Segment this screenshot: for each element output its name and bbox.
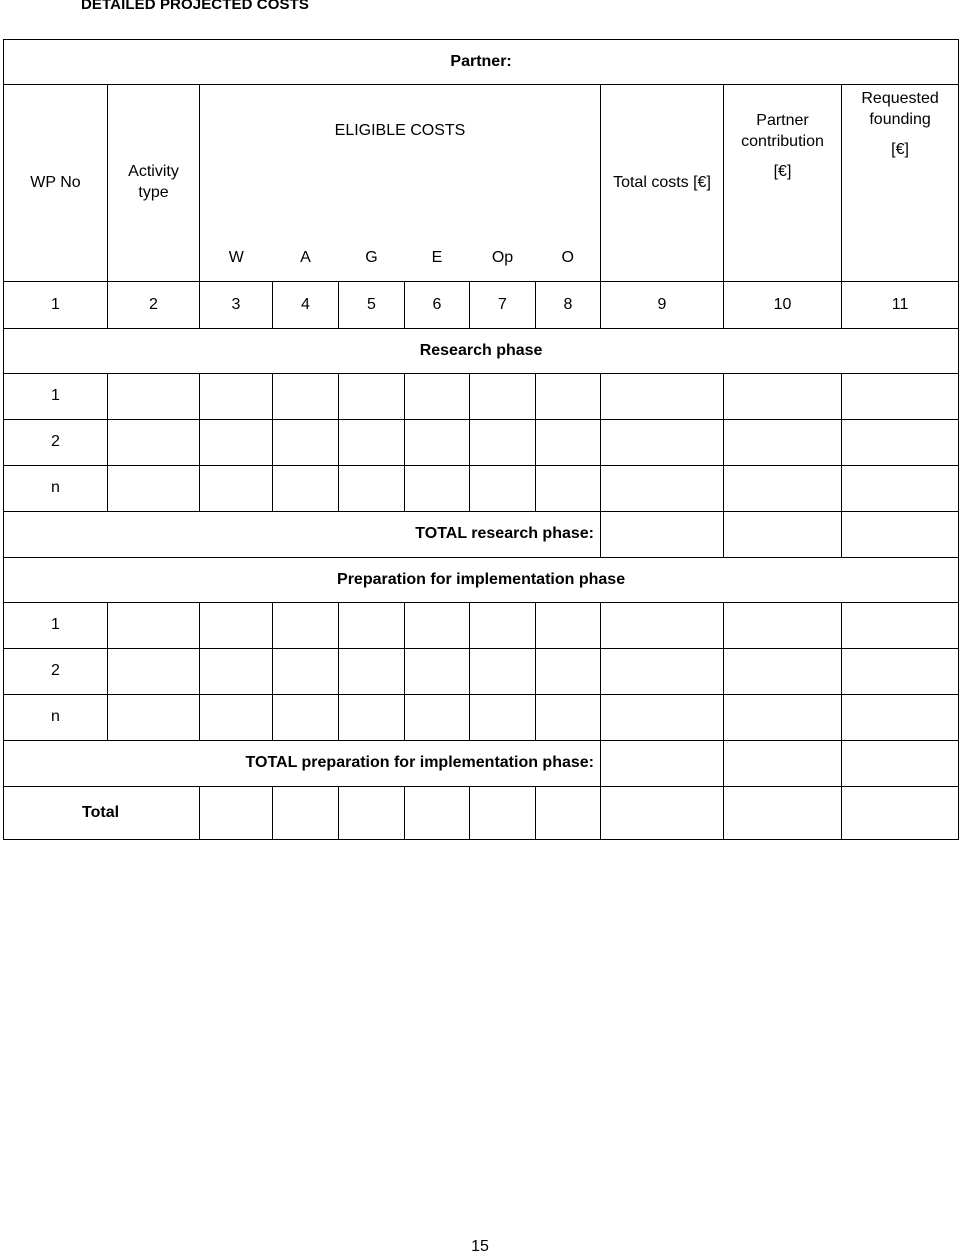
cell-op[interactable] — [470, 420, 536, 466]
cell-op[interactable] — [470, 649, 536, 695]
eligible-sub-op: Op — [470, 235, 536, 282]
cell-requested-founding[interactable] — [842, 420, 959, 466]
cell-partner-contribution[interactable] — [724, 420, 842, 466]
cell-activity-type[interactable] — [108, 466, 200, 512]
section-total-row-research — [4, 512, 959, 558]
cell-total-costs[interactable] — [601, 787, 724, 840]
cell-e[interactable] — [405, 649, 470, 695]
cell-o[interactable] — [536, 420, 601, 466]
cell-activity-type[interactable] — [108, 695, 200, 741]
eligible-sub-o: O — [536, 235, 601, 282]
cell-w[interactable] — [200, 603, 273, 649]
cell-g[interactable] — [339, 420, 405, 466]
cell-op[interactable] — [470, 787, 536, 840]
column-number: 11 — [842, 282, 959, 329]
column-number: 6 — [405, 282, 470, 329]
cell-requested-founding[interactable] — [842, 695, 959, 741]
cell-e[interactable] — [405, 466, 470, 512]
cell-partner-contribution[interactable] — [724, 374, 842, 420]
row-number: n — [4, 466, 108, 512]
cell-w[interactable] — [200, 695, 273, 741]
cell-o[interactable] — [536, 374, 601, 420]
cell-o[interactable] — [536, 695, 601, 741]
row-number: 1 — [4, 374, 108, 420]
cell-w[interactable] — [200, 466, 273, 512]
cell-requested-founding[interactable] — [842, 603, 959, 649]
cell-partner-contribution[interactable] — [724, 741, 842, 787]
cell-total-costs[interactable] — [601, 420, 724, 466]
eligible-sub-a: A — [273, 235, 339, 282]
cell-op[interactable] — [470, 374, 536, 420]
section-total-label: TOTAL preparation for implementation phase: — [4, 741, 601, 787]
cell-total-costs[interactable] — [601, 695, 724, 741]
section-title: Research phase — [4, 329, 959, 374]
cell-e[interactable] — [405, 695, 470, 741]
cell-partner-contribution[interactable] — [724, 512, 842, 558]
column-number-row — [4, 282, 959, 329]
column-number: 4 — [273, 282, 339, 329]
eligible-sub-e: E — [405, 235, 470, 282]
table-row — [4, 374, 959, 420]
section-total-label: TOTAL research phase: — [4, 512, 601, 558]
section-total-row-preparation — [4, 741, 959, 787]
cell-partner-contribution[interactable] — [724, 649, 842, 695]
cell-partner-contribution[interactable] — [724, 695, 842, 741]
eligible-sub-w: W — [200, 235, 273, 282]
cell-o[interactable] — [536, 649, 601, 695]
cell-requested-founding[interactable] — [842, 466, 959, 512]
cell-a[interactable] — [273, 603, 339, 649]
header-row — [4, 85, 959, 236]
column-number: 8 — [536, 282, 601, 329]
cell-partner-contribution[interactable] — [724, 603, 842, 649]
eligible-sub-g: G — [339, 235, 405, 282]
cell-partner-contribution[interactable] — [724, 466, 842, 512]
cell-w[interactable] — [200, 420, 273, 466]
cell-g[interactable] — [339, 466, 405, 512]
row-number: 1 — [4, 603, 108, 649]
table-row — [4, 603, 959, 649]
header-total-costs: Total costs [€] — [601, 85, 724, 282]
cell-g[interactable] — [339, 603, 405, 649]
cell-a[interactable] — [273, 649, 339, 695]
cell-total-costs[interactable] — [601, 512, 724, 558]
cell-e[interactable] — [405, 420, 470, 466]
cell-a[interactable] — [273, 374, 339, 420]
column-number: 3 — [200, 282, 273, 329]
document-title: DETAILED PROJECTED COSTS — [81, 0, 309, 13]
cell-g[interactable] — [339, 787, 405, 840]
column-number: 7 — [470, 282, 536, 329]
grand-total-label: Total — [4, 787, 200, 840]
partner-row — [4, 40, 959, 85]
cell-w[interactable] — [200, 787, 273, 840]
header-requested-founding: Requested founding [€] — [842, 85, 959, 282]
partner-label: Partner: — [4, 40, 959, 85]
cell-w[interactable] — [200, 374, 273, 420]
cell-a[interactable] — [273, 787, 339, 840]
cell-op[interactable] — [470, 466, 536, 512]
section-title: Preparation for implementation phase — [4, 558, 959, 603]
cell-w[interactable] — [200, 649, 273, 695]
cell-requested-founding[interactable] — [842, 649, 959, 695]
header-eligible-costs: ELIGIBLE COSTS — [200, 85, 601, 236]
header-activity-type: Activity type — [108, 85, 200, 282]
cell-total-costs[interactable] — [601, 741, 724, 787]
cell-partner-contribution[interactable] — [724, 787, 842, 840]
page-number: 15 — [471, 1238, 489, 1255]
header-partner-contribution: Partner contribution [€] — [724, 85, 842, 282]
cell-requested-founding[interactable] — [842, 374, 959, 420]
cell-o[interactable] — [536, 603, 601, 649]
header-wp-no: WP No — [4, 85, 108, 282]
cell-a[interactable] — [273, 466, 339, 512]
table-row — [4, 649, 959, 695]
cell-g[interactable] — [339, 374, 405, 420]
column-number: 5 — [339, 282, 405, 329]
cell-op[interactable] — [470, 603, 536, 649]
cell-g[interactable] — [339, 649, 405, 695]
grand-total-row — [4, 787, 959, 840]
cell-total-costs[interactable] — [601, 649, 724, 695]
row-number: 2 — [4, 420, 108, 466]
section-header-research — [4, 329, 959, 374]
cell-e[interactable] — [405, 603, 470, 649]
column-number: 10 — [724, 282, 842, 329]
cell-total-costs[interactable] — [601, 374, 724, 420]
section-header-preparation — [4, 558, 959, 603]
cell-requested-founding[interactable] — [842, 741, 959, 787]
cell-activity-type[interactable] — [108, 374, 200, 420]
cell-requested-founding[interactable] — [842, 787, 959, 840]
cell-e[interactable] — [405, 374, 470, 420]
cell-o[interactable] — [536, 787, 601, 840]
cell-total-costs[interactable] — [601, 603, 724, 649]
cell-requested-founding[interactable] — [842, 512, 959, 558]
column-number: 9 — [601, 282, 724, 329]
cell-activity-type[interactable] — [108, 420, 200, 466]
cell-activity-type[interactable] — [108, 603, 200, 649]
table-row — [4, 420, 959, 466]
cell-o[interactable] — [536, 466, 601, 512]
cell-total-costs[interactable] — [601, 466, 724, 512]
cell-op[interactable] — [470, 695, 536, 741]
cell-a[interactable] — [273, 695, 339, 741]
cell-e[interactable] — [405, 787, 470, 840]
cell-a[interactable] — [273, 420, 339, 466]
table-row — [4, 466, 959, 512]
row-number: n — [4, 695, 108, 741]
cell-g[interactable] — [339, 695, 405, 741]
column-number: 1 — [4, 282, 108, 329]
column-number: 2 — [108, 282, 200, 329]
cell-activity-type[interactable] — [108, 649, 200, 695]
table-row — [4, 695, 959, 741]
projected-costs-table — [3, 39, 959, 840]
row-number: 2 — [4, 649, 108, 695]
